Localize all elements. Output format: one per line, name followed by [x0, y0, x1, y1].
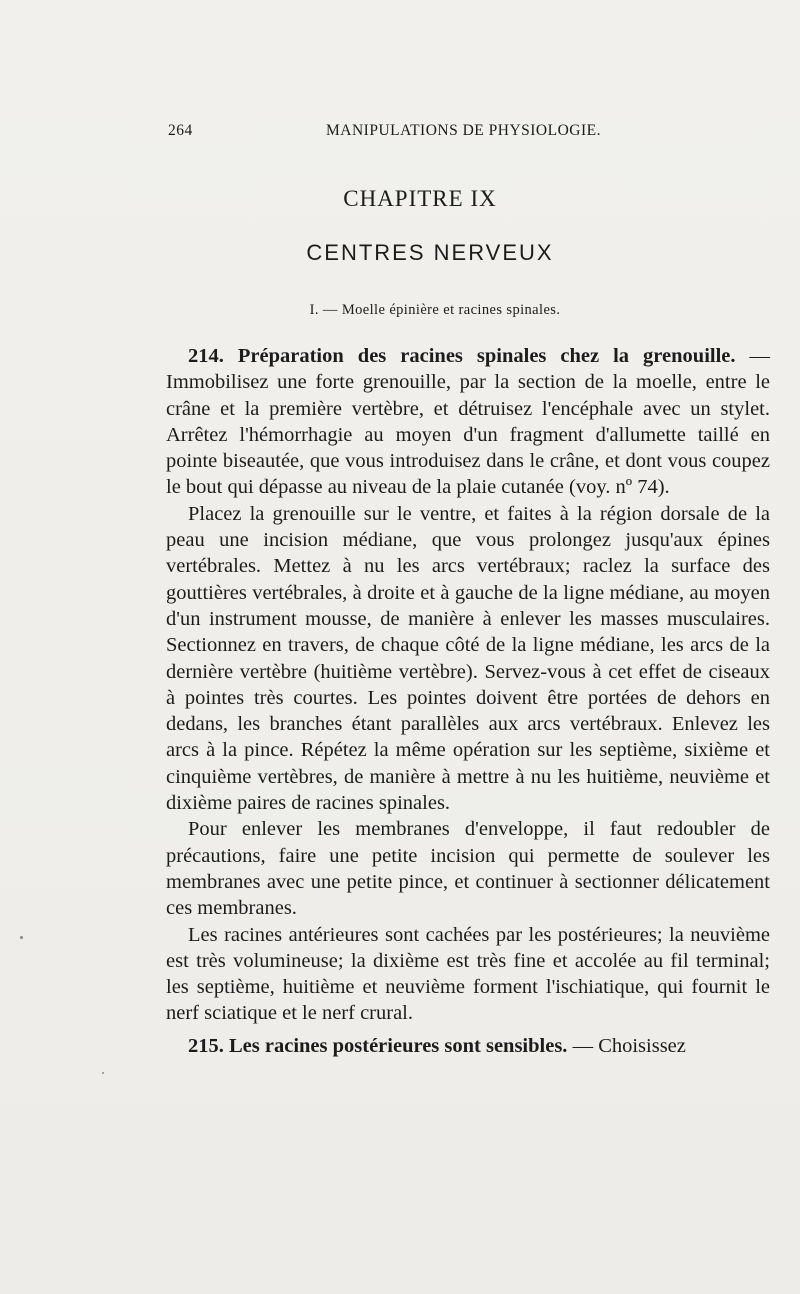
paper-speck	[102, 1072, 104, 1074]
section-heading: I. — Moelle épinière et racines spinales.	[309, 302, 561, 318]
paragraph-text: — Choisissez	[567, 1034, 686, 1057]
paragraph-215	[166, 1033, 770, 1059]
paragraph-text: — Immobilisez une forte grenouille, par la section de la moelle, entre le crâne et la première vertèbre, et détruisez l'encéphale avec un stylet. Arrêtez l'hémorrhagie au moyen d'un fragment d'allumette taillé en pointe biseautée, que vous introduisez dans le crâne, et dont vous coupez le bout qui dépasse au niveau de la plaie cutanée (voy. nº 74).	[166, 345, 771, 499]
chapter-title: CENTRES NERVEUX	[306, 240, 554, 265]
paragraph-number: 214.	[188, 345, 224, 367]
paragraph: Placez la grenouille sur le ventre, et faites à la région dorsale de la peau une incision médiane, que vous prolongez jusqu'aux épines vertébrales. Mettez à nu les arcs vertébraux; raclez la surface des gouttières vertébrales, à droite et à gauche de la ligne médiane, au moyen d'un instrument mousse, de manière à enlever les masses musculaires. Sectionnez en travers, de chaque côté de la ligne médiane, les arcs de la dernière vertèbre (huitième vertèbre). Servez-vous à cet effet de ciseaux à pointes très courtes. Les pointes doivent être portées de dehors en dedans, les branches étant parallèles aux arcs vertébraux. Enlevez les arcs à la pince. Répétez la même opération sur les septième, sixième et cinquième vertèbres, de manière à mettre à nu les huitième, neuvième et dixième paires de racines spinales.	[166, 502, 770, 815]
page-number: 264	[168, 122, 193, 139]
paper-speck	[20, 936, 23, 939]
paragraph-title: Les racines postérieures sont sensibles.	[229, 1034, 568, 1057]
paragraph: Les racines antérieures sont cachées par les postérieures; la neuvième est très volumineuse; la dixième est très fine et accolée au fil terminal; les septième, huitième et neuvième forment l'ischiatique, qui fournit le nerf sciatique et le nerf crural.	[166, 923, 770, 1025]
body-text	[166, 343, 770, 1059]
paragraph-214	[166, 343, 770, 501]
paragraph-title: Préparation des racines spinales chez la grenouille.	[237, 345, 736, 367]
paragraph: Pour enlever les membranes d'enveloppe, il faut redoubler de précautions, faire une petite incision qui permette de soulever les membranes avec une petite pince, et continuer à sectionner délicatement ces membranes.	[166, 818, 770, 920]
running-title: MANIPULATIONS DE PHYSIOLOGIE.	[326, 122, 601, 139]
paragraph-number: 215.	[188, 1034, 224, 1057]
chapter-label: CHAPITRE IX	[343, 186, 497, 211]
